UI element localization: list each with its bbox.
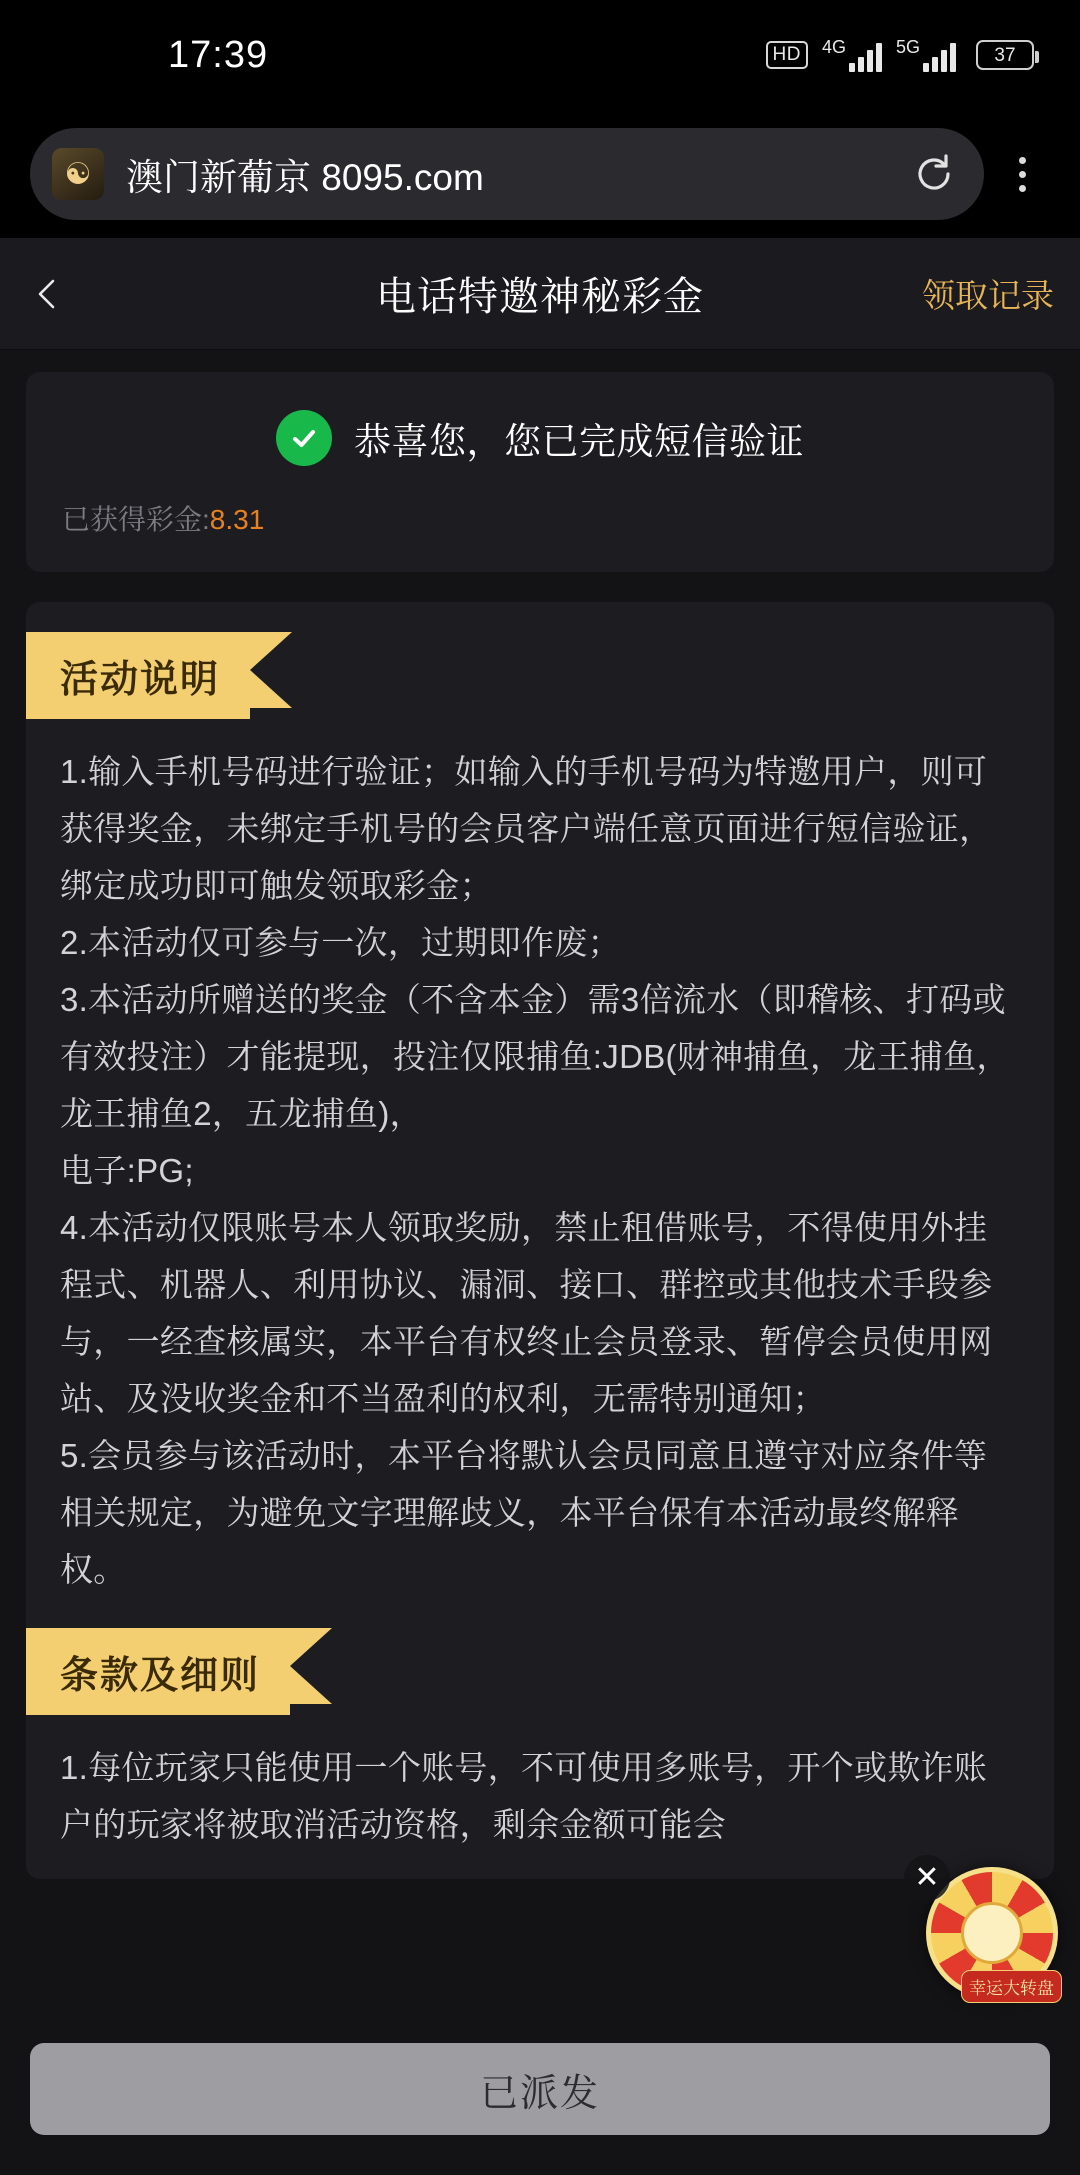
site-favicon-icon: ☯ xyxy=(52,148,104,200)
success-check-icon xyxy=(276,410,332,466)
fortune-wheel-widget[interactable] xyxy=(908,1849,1058,1999)
status-icons xyxy=(766,38,1034,72)
status-bar xyxy=(0,0,1080,110)
fortune-wheel-caption: 幸运大转盘 xyxy=(961,1970,1062,2003)
terms-rules-list xyxy=(26,1733,1054,1853)
bottom-bar xyxy=(0,2025,1080,2175)
rule-paragraph: 电子:PG; xyxy=(60,1152,194,1189)
rule-paragraph: 5.会员参与该活动时，本平台将默认会员同意且遵守对应条件等相关规定，为避免文字理解歧义，本平台保有本活动最终解释权。 xyxy=(60,1437,988,1588)
page-content[interactable] xyxy=(0,350,1080,2025)
battery-icon: 37 xyxy=(976,40,1034,70)
rule-paragraph: 4.本活动仅限账号本人领取奖励，禁止租借账号，不得使用外挂程式、机器人、利用协议、漏洞、接口、群控或其他技术手段参与，一经查核属实，本平台有权终止会员登录、暂停会员使用网站、及没收奖金和不当盈利的权利，无需特别通知； xyxy=(60,1209,993,1417)
signal-bars-icon xyxy=(849,42,882,72)
rule-paragraph: 2.本活动仅可参与一次，过期即作废； xyxy=(60,924,621,961)
award-amount: 8.31 xyxy=(209,504,265,535)
claim-record-link[interactable]: 领取记录 xyxy=(922,277,1054,314)
award-row xyxy=(62,498,1018,538)
signal-4g-icon: 4G xyxy=(822,38,882,72)
fortune-wheel-hub xyxy=(961,1902,1023,1964)
signal-5g-icon: 5G xyxy=(896,38,956,72)
signal-bars-icon-2 xyxy=(923,42,956,72)
award-label: 已获得彩金: xyxy=(62,504,210,535)
back-chevron-icon[interactable] xyxy=(0,238,96,350)
section-heading-activity: 活动说明 xyxy=(26,632,250,719)
status-time: 17:39 xyxy=(168,33,269,76)
rule-paragraph: 3.本活动所赠送的奖金（不含本金）需3倍流水（即稽核、打码或有效投注）才能提现，投注仅限捕鱼:JDB(财神捕鱼，龙王捕鱼，龙王捕鱼2，五龙捕鱼)， xyxy=(60,981,1010,1132)
verification-result-row xyxy=(62,410,1018,466)
distributed-button[interactable]: 已派发 xyxy=(30,2043,1050,2135)
page-header xyxy=(0,238,1080,350)
rules-panel xyxy=(26,602,1054,1879)
rule-paragraph: 1.输入手机号码进行验证；如输入的手机号码为特邀用户，则可获得奖金，未绑定手机号的会员客户端任意页面进行短信验证，绑定成功即可触发领取彩金； xyxy=(60,753,993,904)
activity-rules-list xyxy=(26,737,1054,1598)
verification-message: 恭喜您，您已完成短信验证 xyxy=(354,421,804,462)
page-title: 电话特邀神秘彩金 xyxy=(376,275,704,319)
hd-icon: HD xyxy=(766,41,808,69)
reload-icon[interactable] xyxy=(910,150,958,198)
verification-result-card xyxy=(26,372,1054,572)
close-icon[interactable]: ✕ xyxy=(904,1855,950,1901)
section-heading-terms: 条款及细则 xyxy=(26,1628,290,1715)
overflow-menu-icon[interactable] xyxy=(994,128,1050,220)
rule-paragraph: 1.每位玩家只能使用一个账号，不可使用多账号，开个或欺诈账户的玩家将被取消活动资格，剩余金额可能会 xyxy=(60,1749,988,1843)
browser-toolbar xyxy=(0,110,1080,238)
address-bar[interactable] xyxy=(30,128,984,220)
address-bar-text: 澳门新葡京 8095.com xyxy=(126,157,484,198)
